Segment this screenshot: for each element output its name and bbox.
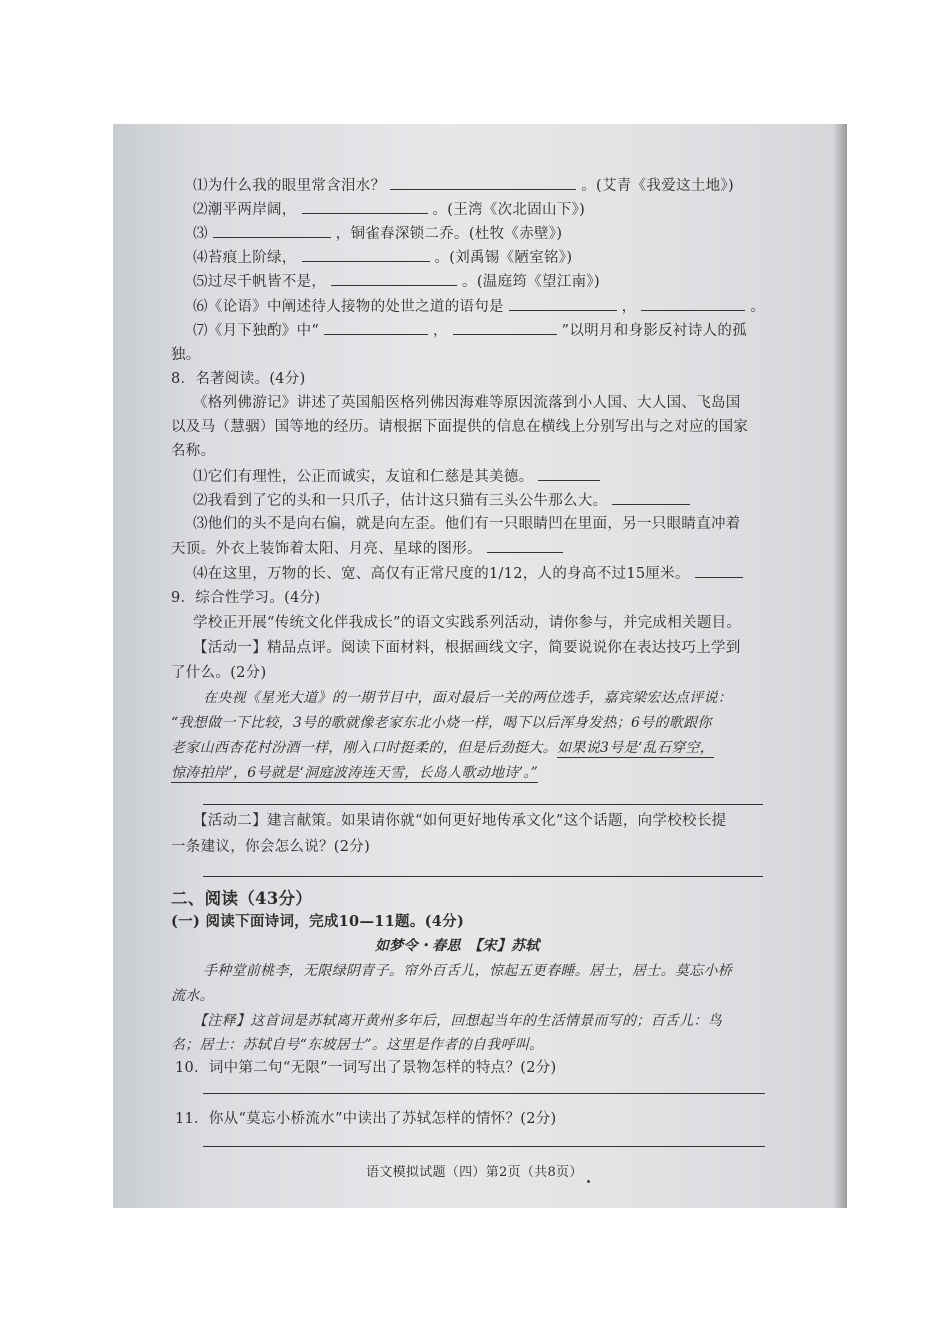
q7-item-2 <box>193 200 585 219</box>
q7-item-1-source: 。(艾青《我爱这土地》) <box>581 178 734 194</box>
q7-item-4 <box>193 248 572 267</box>
q7-item-1-text: ⑴为什么我的眼里常含泪水？ <box>193 178 386 194</box>
answer-blank[interactable] <box>612 491 690 505</box>
poem-line-2: 流水。 <box>171 988 214 1004</box>
answer-blank[interactable] <box>487 539 563 553</box>
q8-sentence-4 <box>193 564 743 583</box>
q7-item-5-source: 。(温庭筠《望江南》) <box>462 274 600 290</box>
q9-activity-1-answer-line[interactable] <box>203 804 763 805</box>
q9-activity-2-b: 一条建议，你会怎么说？(2分) <box>171 839 371 855</box>
q8-sentence-4-text: ⑷在这里，万物的长、宽、高仅有正常尺度的1/12，人的身高不过15厘米。 <box>193 566 690 582</box>
q9-material-3 <box>171 739 714 757</box>
answer-blank[interactable] <box>641 297 745 311</box>
q11-answer-line[interactable] <box>203 1146 765 1147</box>
q7-item-3-num: ⑶ <box>193 226 208 242</box>
answer-blank[interactable] <box>302 200 428 214</box>
answer-blank[interactable] <box>324 321 428 335</box>
q9-material-2: “我想做一下比较，3号的歌就像老家东北小烧一样，喝下以后浑身发热；6号的歌跟你 <box>171 715 712 731</box>
q7-item-3-text: ，铜雀春深锁二乔。(杜牧《赤壁》) <box>335 226 563 242</box>
q8-sentence-3a: ⑶他们的头不是向右偏，就是向左歪。他们有一只眼睛凹在里面，另一只眼睛直冲着 <box>193 516 741 532</box>
answer-blank[interactable] <box>538 467 600 481</box>
answer-blank[interactable] <box>509 297 617 311</box>
q7-item-7-comma: ， <box>432 323 448 339</box>
q9-activity-2-answer-line[interactable] <box>203 876 763 877</box>
q7-item-1 <box>193 176 734 195</box>
q7-item-7 <box>193 321 747 340</box>
answer-blank[interactable] <box>331 272 457 286</box>
q8-intro-1: 《格列佛游记》讲述了英国船医格列佛因海难等原因流落到小人国、大人国、飞岛国 <box>193 395 741 411</box>
q9-material-4 <box>171 764 538 782</box>
q7-item-7-text: ⑺《月下独酌》中“ <box>193 323 320 339</box>
q7-item-5-text: ⑸过尽千帆皆不是， <box>193 274 327 290</box>
exam-page-photo <box>113 124 847 1208</box>
answer-blank[interactable] <box>390 176 576 190</box>
q7-item-3 <box>193 224 562 243</box>
q8-sentence-1 <box>193 467 600 486</box>
q9-activity-1-a: 【活动一】精品点评。阅读下面材料，根据画线文字，简要说说你在表达技巧上学到 <box>193 640 741 656</box>
answer-blank[interactable] <box>213 224 331 238</box>
poem-note-2: 名；居士：苏轼自号“东坡居士”。这里是作者的自我呼叫。 <box>171 1037 544 1053</box>
q8-sentence-2-text: ⑵我看到了它的头和一只爪子，估计这只猫有三头公牛那么大。 <box>193 493 608 509</box>
q10-text: 10．词中第二句“无限”一词写出了景物怎样的特点？(2分) <box>175 1060 557 1076</box>
q11-text: 11．你从“莫忘小桥流水”中读出了苏轼怎样的情怀？(2分) <box>175 1111 557 1127</box>
q8-intro-2: 以及马（慧骃）国等地的经历。请根据下面提供的信息在横线上分别写出与之对应的国家 <box>171 419 749 435</box>
answer-blank[interactable] <box>453 321 557 335</box>
q7-item-5 <box>193 272 600 291</box>
q7-item-7-tail: ”以明月和身影反衬诗人的孤 <box>561 323 747 339</box>
q8-sentence-3b <box>171 539 563 558</box>
q7-item-7-cont: 独。 <box>171 347 201 363</box>
q9-material-underlined-2: 惊涛拍岸’，6号就是‘洞庭波涛连天雪，长岛人歌动地诗’。” <box>171 765 539 781</box>
answer-blank[interactable] <box>302 248 430 262</box>
q8-intro-3: 名称。 <box>171 443 216 459</box>
q9-activity-2-a: 【活动二】建言献策。如果请你就“如何更好地传承文化”这个话题，向学校校长提 <box>193 813 727 829</box>
q7-item-4-text: ⑷苔痕上阶绿， <box>193 250 297 266</box>
q9-title: 9．综合性学习。(4分) <box>171 590 321 606</box>
q7-item-6-text: ⑹《论语》中阐述待人接物的处世之道的语句是 <box>193 299 504 315</box>
poem-title: 如梦令・春思 【宋】苏轼 <box>375 938 540 954</box>
q7-item-6 <box>193 297 765 316</box>
page-dot <box>587 1180 590 1183</box>
q7-item-6-period: 。 <box>750 299 766 315</box>
q9-activity-1-b: 了什么。(2分) <box>171 665 267 681</box>
poem-note-1: 【注释】这首词是苏轼离开黄州多年后，回想起当年的生活情景而写的；百舌儿：鸟 <box>193 1013 723 1029</box>
page-footer: 语文模拟试题（四）第2页（共8页） <box>366 1165 583 1180</box>
q8-title: 8．名著阅读。(4分) <box>171 371 306 387</box>
q8-sentence-2 <box>193 491 690 510</box>
q8-sentence-1-text: ⑴它们有理性，公正而诚实，友谊和仁慈是其美德。 <box>193 469 534 485</box>
q7-item-6-comma: ， <box>621 299 637 315</box>
answer-blank[interactable] <box>695 564 743 578</box>
part2-subheading: (一) 阅读下面诗词，完成10—11题。(4分) <box>171 913 465 930</box>
q7-item-2-text: ⑵潮平两岸阔， <box>193 202 297 218</box>
q9-material-1: 在央视《星光大道》的一期节目中，面对最后一关的两位选手，嘉宾梁宏达点评说： <box>203 690 733 706</box>
poem-line-1: 手种堂前桃李，无限绿阴青子。帘外百舌儿，惊起五更春睡。居士，居士。莫忘小桥 <box>203 963 733 979</box>
q8-sentence-3b-text: 天顶。外衣上装饰着太阳、月亮、星球的图形。 <box>171 541 482 557</box>
q7-item-2-source: 。(王湾《次北固山下》) <box>432 202 586 218</box>
q9-material-underlined-1: 如果说3号是‘乱石穿空， <box>557 740 715 756</box>
part2-heading: 二、阅读（43分） <box>171 889 313 908</box>
q10-answer-line[interactable] <box>203 1093 765 1094</box>
q9-intro: 学校正开展“传统文化伴我成长”的语文实践系列活动，请你参与，并完成相关题目。 <box>193 615 742 631</box>
q7-item-4-source: 。(刘禹锡《陋室铭》) <box>434 250 573 266</box>
q9-material-3-text: 老家山西杏花村汾酒一样，刚入口时挺柔的，但是后劲挺大。 <box>171 740 558 756</box>
